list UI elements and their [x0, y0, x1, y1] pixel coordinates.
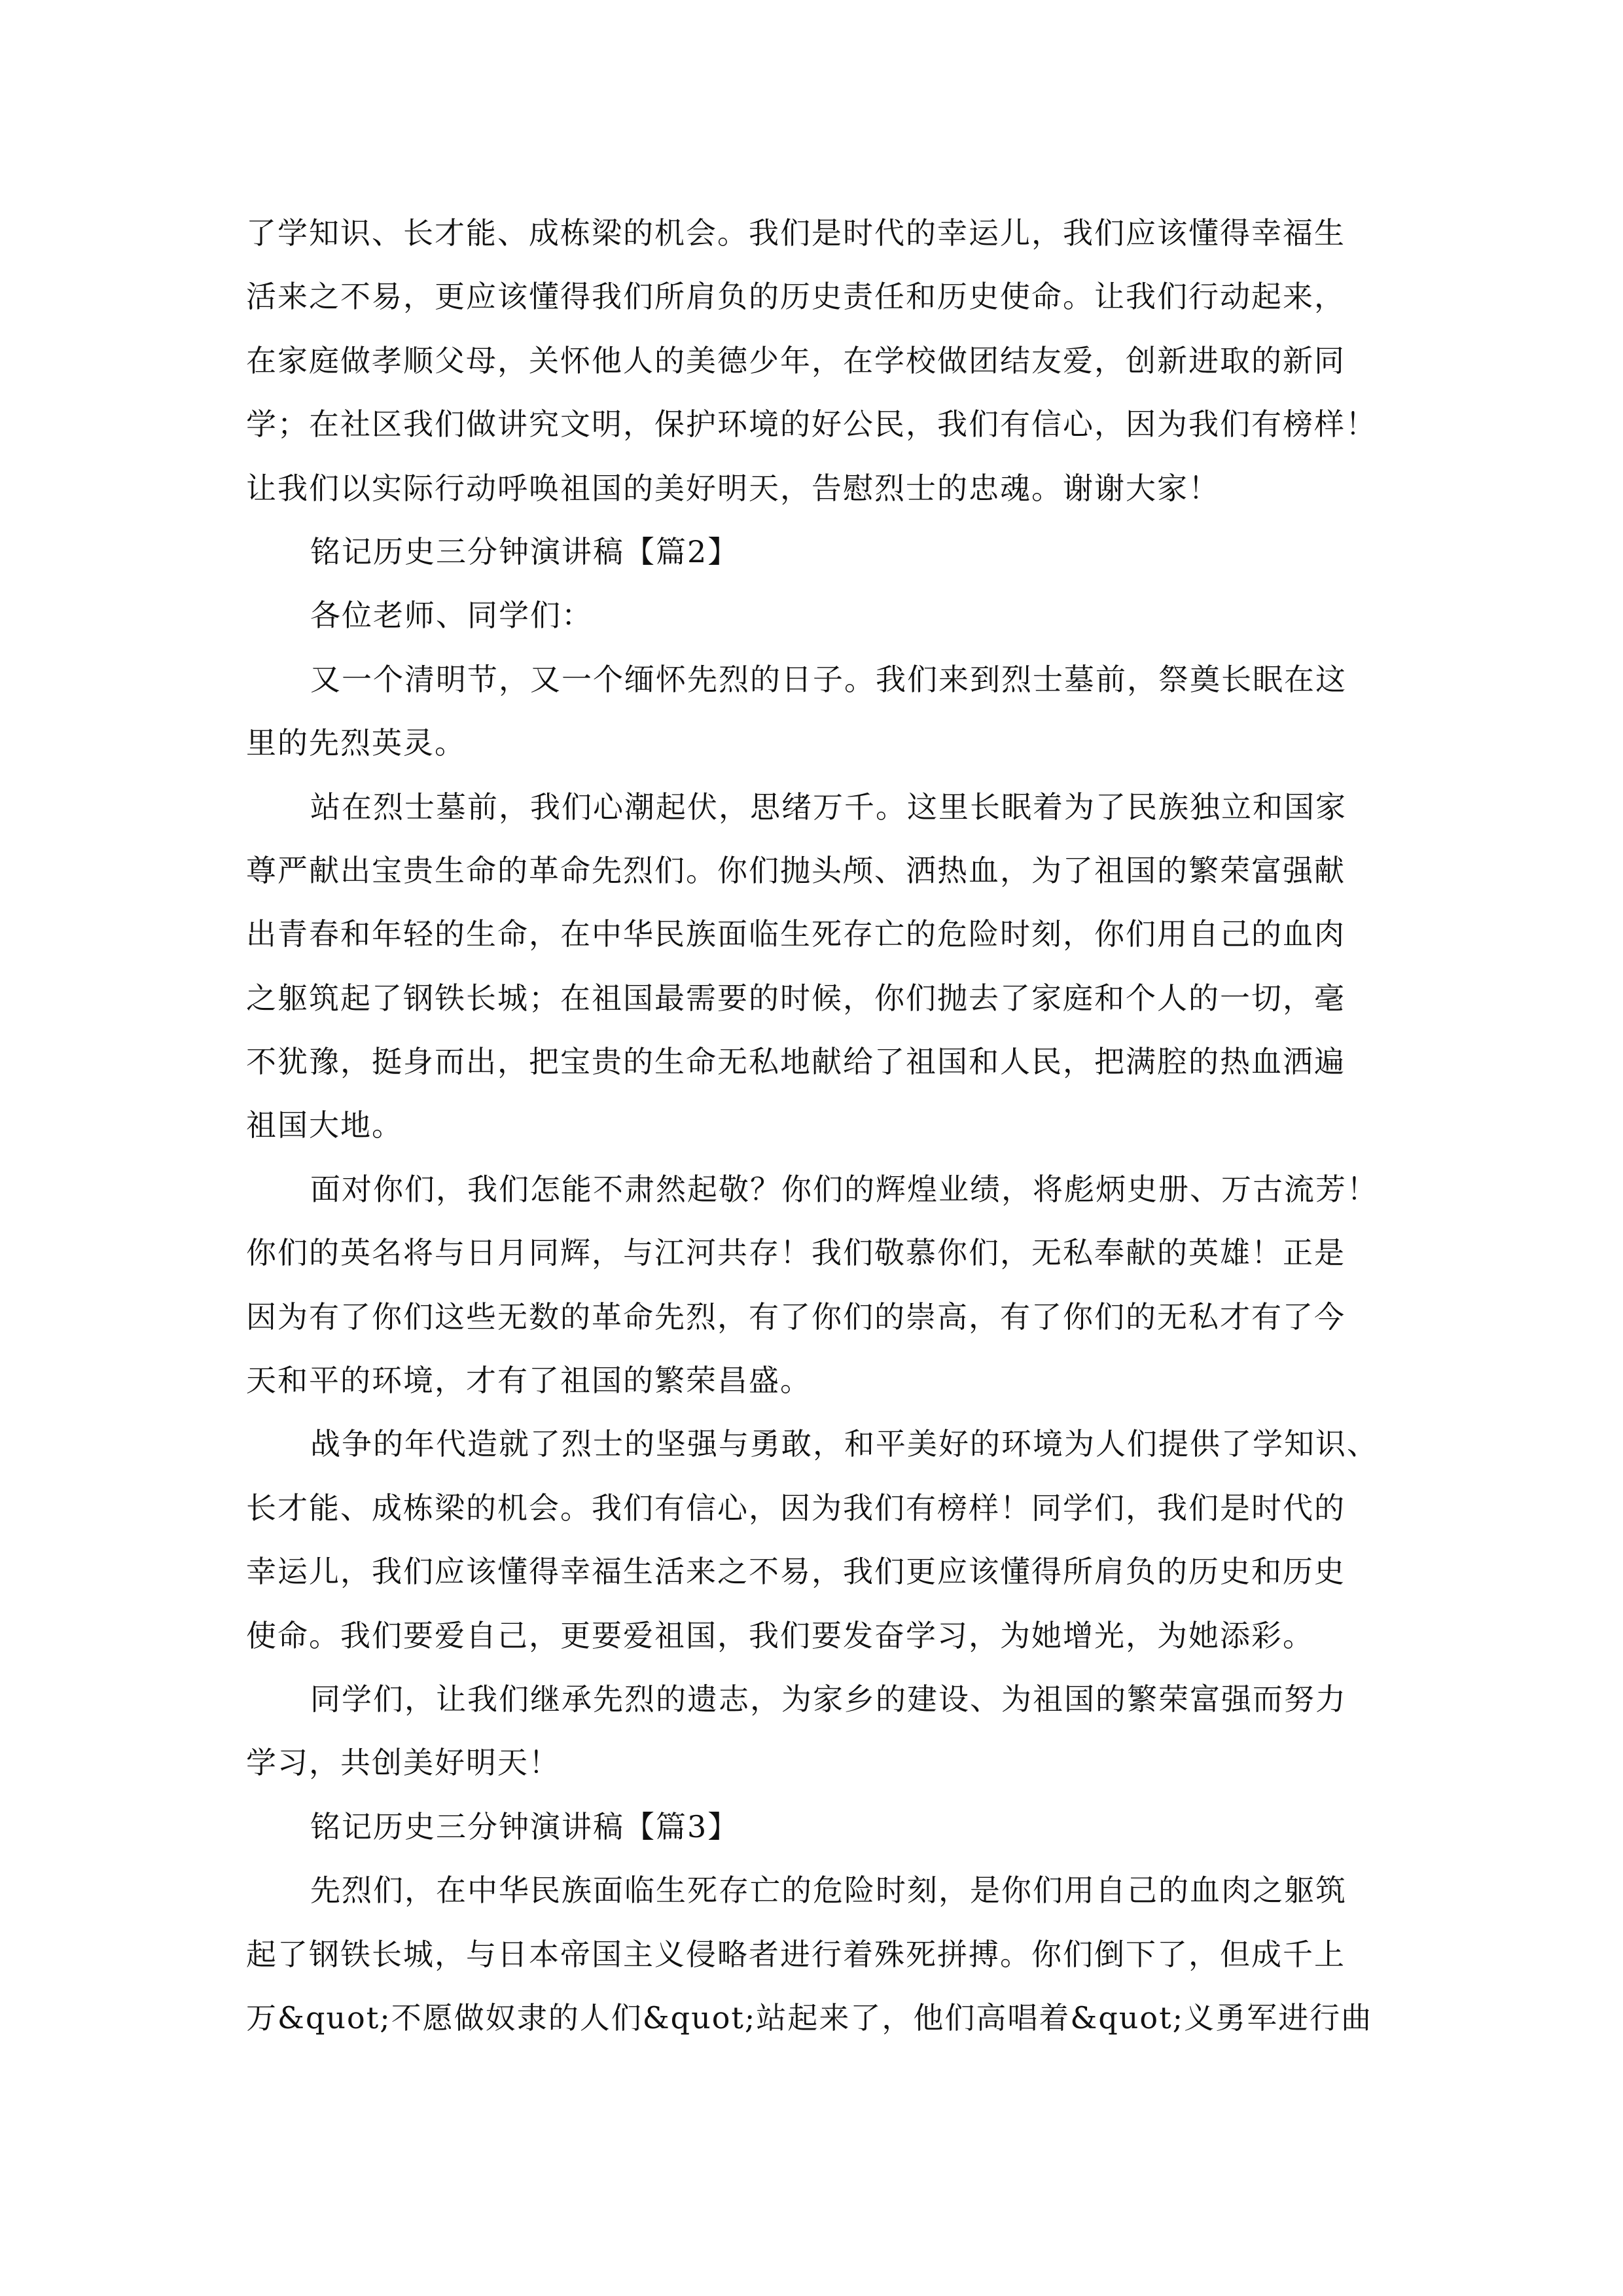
text-line: 在家庭做孝顺父母，关怀他人的美德少年，在学校做团结友爱，创新进取的新同 — [246, 342, 1346, 378]
text-line: 祖国大地。 — [246, 1107, 403, 1143]
text-line: 战争的年代造就了烈士的坚强与勇敢，和平美好的环境为人们提供了学知识、 — [310, 1426, 1378, 1462]
text-line: 因为有了你们这些无数的革命先烈，有了你们的崇高，有了你们的无私才有了今 — [246, 1299, 1346, 1335]
text-line: 里的先烈英灵。 — [246, 725, 466, 761]
text-line: 之躯筑起了钢铁长城；在祖国最需要的时候，你们抛去了家庭和个人的一切，毫 — [246, 980, 1346, 1016]
text-line: 万&quot;不愿做奴隶的人们&quot;站起来了，他们高唱着&quot;义勇军进行曲 — [246, 2000, 1373, 2036]
text-line: 天和平的环境，才有了祖国的繁荣昌盛。 — [246, 1363, 812, 1399]
text-line: 尊严献出宝贵生命的革命先烈们。你们抛头颅、洒热血，为了祖国的繁荣富强献 — [246, 852, 1346, 888]
text-line: 出青春和年轻的生命，在中华民族面临生死存亡的危险时刻，你们用自己的血肉 — [246, 916, 1346, 952]
text-line: 起了钢铁长城，与日本帝国主义侵略者进行着殊死拼搏。你们倒下了，但成千上 — [246, 1936, 1346, 1972]
text-line: 同学们，让我们继承先烈的遗志，为家乡的建设、为祖国的繁荣富强而努力 — [310, 1681, 1347, 1717]
text-line: 站在烈士墓前，我们心潮起伏，思绪万千。这里长眠着为了民族独立和国家 — [310, 789, 1347, 825]
document-body — [246, 202, 1385, 2050]
text-line: 幸运儿，我们应该懂得幸福生活来之不易，我们更应该懂得所肩负的历史和历史 — [246, 1554, 1346, 1590]
text-line: 又一个清明节，又一个缅怀先烈的日子。我们来到烈士墓前，祭奠长眠在这 — [310, 661, 1347, 697]
text-line: 面对你们，我们怎能不肃然起敬？你们的辉煌业绩，将彪炳史册、万古流芳！ — [310, 1171, 1378, 1207]
text-line: 活来之不易，更应该懂得我们所肩负的历史责任和历史使命。让我们行动起来， — [246, 279, 1346, 315]
text-line: 学；在社区我们做讲究文明，保护环境的好公民，我们有信心，因为我们有榜样！ — [246, 406, 1377, 442]
text-line: 先烈们，在中华民族面临生死存亡的危险时刻，是你们用自己的血肉之躯筑 — [310, 1873, 1347, 1909]
text-line: 学习，共创美好明天！ — [246, 1745, 560, 1781]
text-line: 让我们以实际行动呼唤祖国的美好明天，告慰烈士的忠魂。谢谢大家！ — [246, 470, 1220, 506]
text-line: 了学知识、长才能、成栋梁的机会。我们是时代的幸运儿，我们应该懂得幸福生 — [246, 215, 1346, 251]
section-heading: 铭记历史三分钟演讲稿【篇2】 — [310, 533, 740, 569]
text-line: 使命。我们要爱自己，更要爱祖国，我们要发奋学习，为她增光，为她添彩。 — [246, 1617, 1314, 1653]
text-line: 不犹豫，挺身而出，把宝贵的生命无私地献给了祖国和人民，把满腔的热血洒遍 — [246, 1044, 1346, 1080]
section-heading: 铭记历史三分钟演讲稿【篇3】 — [310, 1808, 740, 1844]
text-line: 你们的英名将与日月同辉，与江河共存！我们敬慕你们，无私奉献的英雄！正是 — [246, 1235, 1346, 1271]
text-line: 长才能、成栋梁的机会。我们有信心，因为我们有榜样！同学们，我们是时代的 — [246, 1490, 1346, 1526]
salutation: 各位老师、同学们： — [310, 598, 593, 634]
